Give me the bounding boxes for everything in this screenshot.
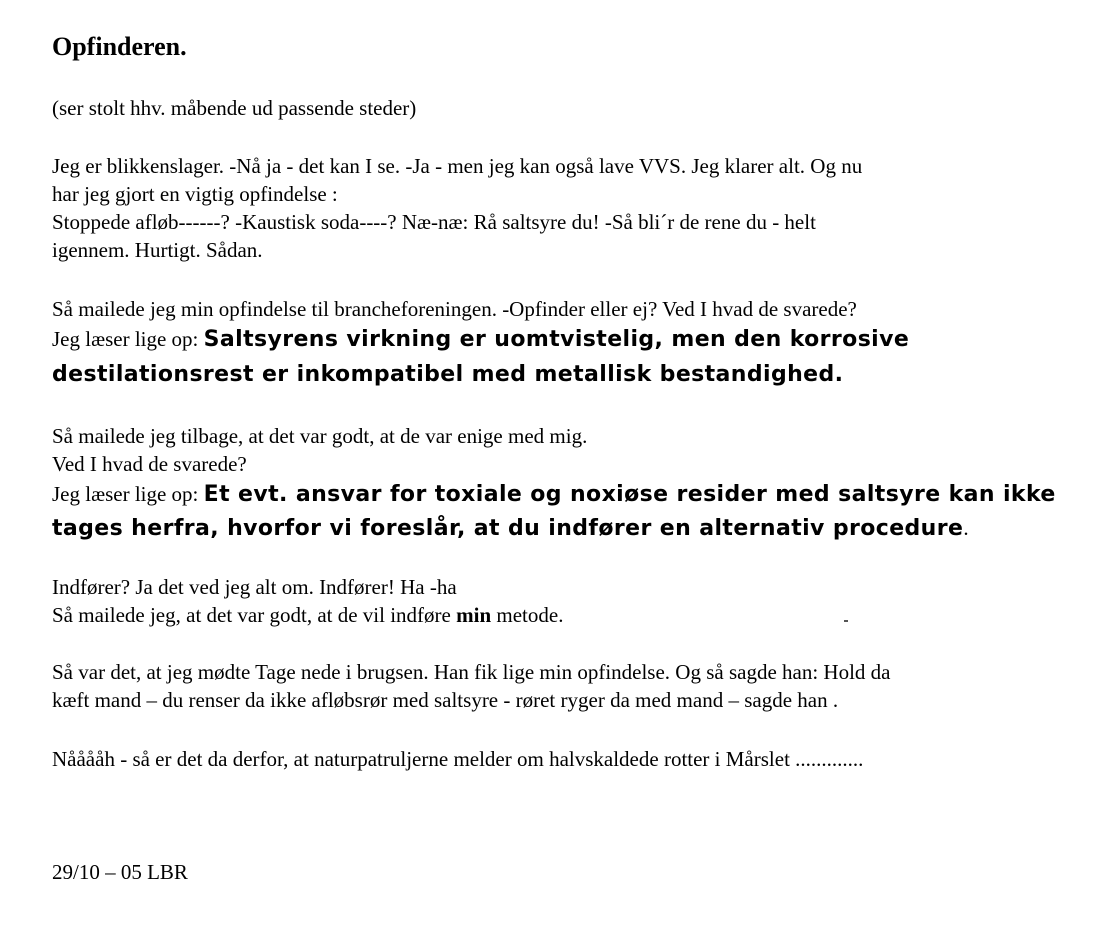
quoted-reply: Et evt. ansvar for toxiale og noxiøse resider med saltsyre kan ikke	[203, 482, 1056, 507]
text-line: Ved I hvad de svarede?	[52, 452, 247, 476]
stage-direction: (ser stolt hhv. måbende ud passende steder)	[52, 96, 417, 120]
quoted-reply: Saltsyrens virkning er uomtvistelig, men den korrosive	[203, 327, 910, 352]
text-line: Så var det, at jeg mødte Tage nede i brugsen. Han fik lige min opfindelse. Og så sagde han: Hold da	[52, 660, 891, 684]
text-line	[52, 325, 909, 354]
text-line: Så mailede jeg min opfindelse til brancheforeningen. -Opfinder eller ej? Ved I hvad de svarede?	[52, 297, 857, 321]
text-line	[52, 514, 969, 543]
quoted-reply: tages herfra, hvorfor vi foreslår, at du indfører en alternativ procedure	[52, 516, 964, 541]
closing-line: Nååååh - så er det da derfor, at naturpatruljerne melder om halvskaldede rotter i Mårslet .............	[52, 747, 864, 771]
scan-speck	[844, 620, 848, 622]
text-line: Jeg er blikkenslager. -Nå ja - det kan I se. -Ja - men jeg kan også lave VVS. Jeg klarer alt. Og nu	[52, 154, 863, 178]
document-title: Opfinderen.	[52, 32, 187, 61]
quoted-reply: destilationsrest er inkompatibel med metallisk bestandighed.	[52, 362, 844, 387]
signature: 29/10 – 05 LBR	[52, 860, 188, 884]
text-run: Jeg læser lige op:	[52, 327, 204, 351]
text-run: metode.	[491, 603, 564, 627]
text-line	[52, 480, 1056, 509]
text-line: Stoppede afløb------? -Kaustisk soda----? Næ-næ: Rå saltsyre du! -Så bli´r de rene du - helt	[52, 210, 816, 234]
text-run: Jeg læser lige op:	[52, 482, 204, 506]
text-line: kæft mand – du renser da ikke afløbsrør med saltsyre - røret ryger da med mand – sagde han .	[52, 688, 839, 712]
bold-word: min	[456, 603, 492, 627]
text-line: Så mailede jeg tilbage, at det var godt, at de var enige med mig.	[52, 424, 588, 448]
text-run: Så mailede jeg, at det var godt, at de vil indføre	[52, 603, 457, 627]
text-line: har jeg gjort en vigtig opfindelse :	[52, 182, 338, 206]
text-line: Indfører? Ja det ved jeg alt om. Indfører! Ha -ha	[52, 575, 457, 599]
text-run: .	[963, 516, 969, 540]
text-line	[52, 601, 563, 629]
text-line: igennem. Hurtigt. Sådan.	[52, 238, 263, 262]
